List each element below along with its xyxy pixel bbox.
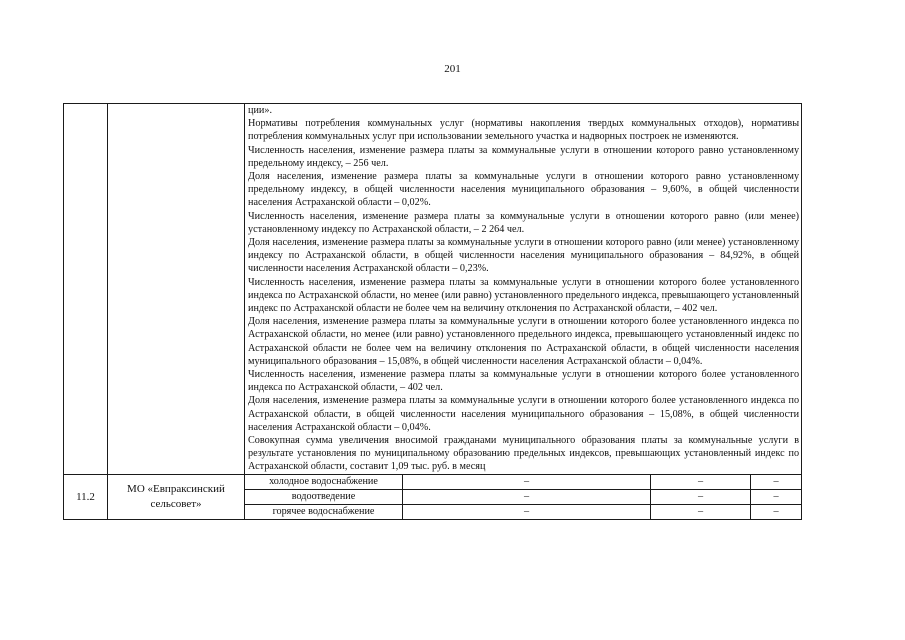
service-name: холодное водоснабжение (245, 474, 403, 489)
table-row (64, 474, 802, 489)
service-name: горячее водоснабжение (245, 504, 403, 519)
value-cell: – (751, 504, 802, 519)
paragraph: Численность населения, изменение размера платы за коммунальные услуги в отношении которого равно установленному предельному индексу, – 256 чел. (248, 144, 800, 169)
paragraph: Совокупная сумма увеличения вносимой гражданами муниципального образования платы за коммунальные услуги в результате установления по муниципальному образованию предельных индексов, превышающих установленный индекс по Астраханской области, составит 1,09 тыс. руб. в месяц (248, 435, 800, 473)
value-cell: – (651, 489, 751, 504)
paragraph: Нормативы потребления коммунальных услуг (нормативы накопления твердых коммунальных отходов), нормативы потребления коммунальных услуг при использовании земельного участка и надворных построек не изменяются. (248, 118, 800, 143)
value-cell: – (651, 474, 751, 489)
municipality-name: МО «Евпраксинский сельсовет» (108, 474, 245, 519)
paragraph: Доля населения, изменение размера платы за коммунальные услуги в отношении которого равно установленному предельному индексу, в общей численности населения муниципального образования – 9,60%, в общей численности населения Астраханской области – 0,02%. (248, 171, 800, 209)
value-cell: – (403, 504, 651, 519)
paragraph: Численность населения, изменение размера платы за коммунальные услуги в отношении которого более установленного индекса по Астраханской области, но менее (или равно) установленного предельного индекса, превышающего установленный индекс по Астраханской области не более чем на величину отклонения по Астраханской области, – 402 чел. (248, 276, 800, 315)
paragraph: Доля населения, изменение размера платы за коммунальные услуги в отношении которого равно (или менее) установленному индексу по Астраханской области, в общей численности населения муниципального образования – 84,92%, в общей численности населения Астраханской области – 0,23%. (248, 237, 800, 275)
paragraph: Доля населения, изменение размера платы за коммунальные услуги в отношении которого более установленного индекса по Астраханской области, в общей численности населения муниципального образования – 15,08%, в общей численности населения Астраханской области – 0,04%. (248, 395, 800, 433)
paragraph: ции». (248, 105, 272, 116)
value-cell: – (403, 474, 651, 489)
number-cell-empty (64, 104, 108, 475)
value-cell: – (751, 474, 802, 489)
service-name: водоотведение (245, 489, 403, 504)
continuation-row (64, 104, 802, 475)
value-cell: – (403, 489, 651, 504)
text-block (245, 104, 801, 474)
value-cell: – (651, 504, 751, 519)
page-number: 201 (444, 63, 461, 75)
entry-number: 11.2 (64, 474, 108, 519)
municipality-cell-empty (108, 104, 245, 475)
paragraph: Доля населения, изменение размера платы за коммунальные услуги в отношении которого более установленного индекса по Астраханской области, но менее (или равно) установленного предельного индекса, превышающего установленный индекс по Астраханской области не более чем на величину отклонения по Астраханской области, в общей численности населения муниципального образования – 15,08%, в общей численности населения Астраханской области – 0,04%. (248, 316, 800, 367)
paragraph: Численность населения, изменение размера платы за коммунальные услуги в отношении которого равно (или менее) установленному индексу по Астраханской области, – 2 264 чел. (248, 210, 800, 235)
document-table (63, 103, 802, 520)
text-cell (245, 104, 802, 475)
paragraph: Численность населения, изменение размера платы за коммунальные услуги в отношении которого более установленного индекса по Астраханской области, – 402 чел. (248, 369, 800, 394)
value-cell: – (751, 489, 802, 504)
